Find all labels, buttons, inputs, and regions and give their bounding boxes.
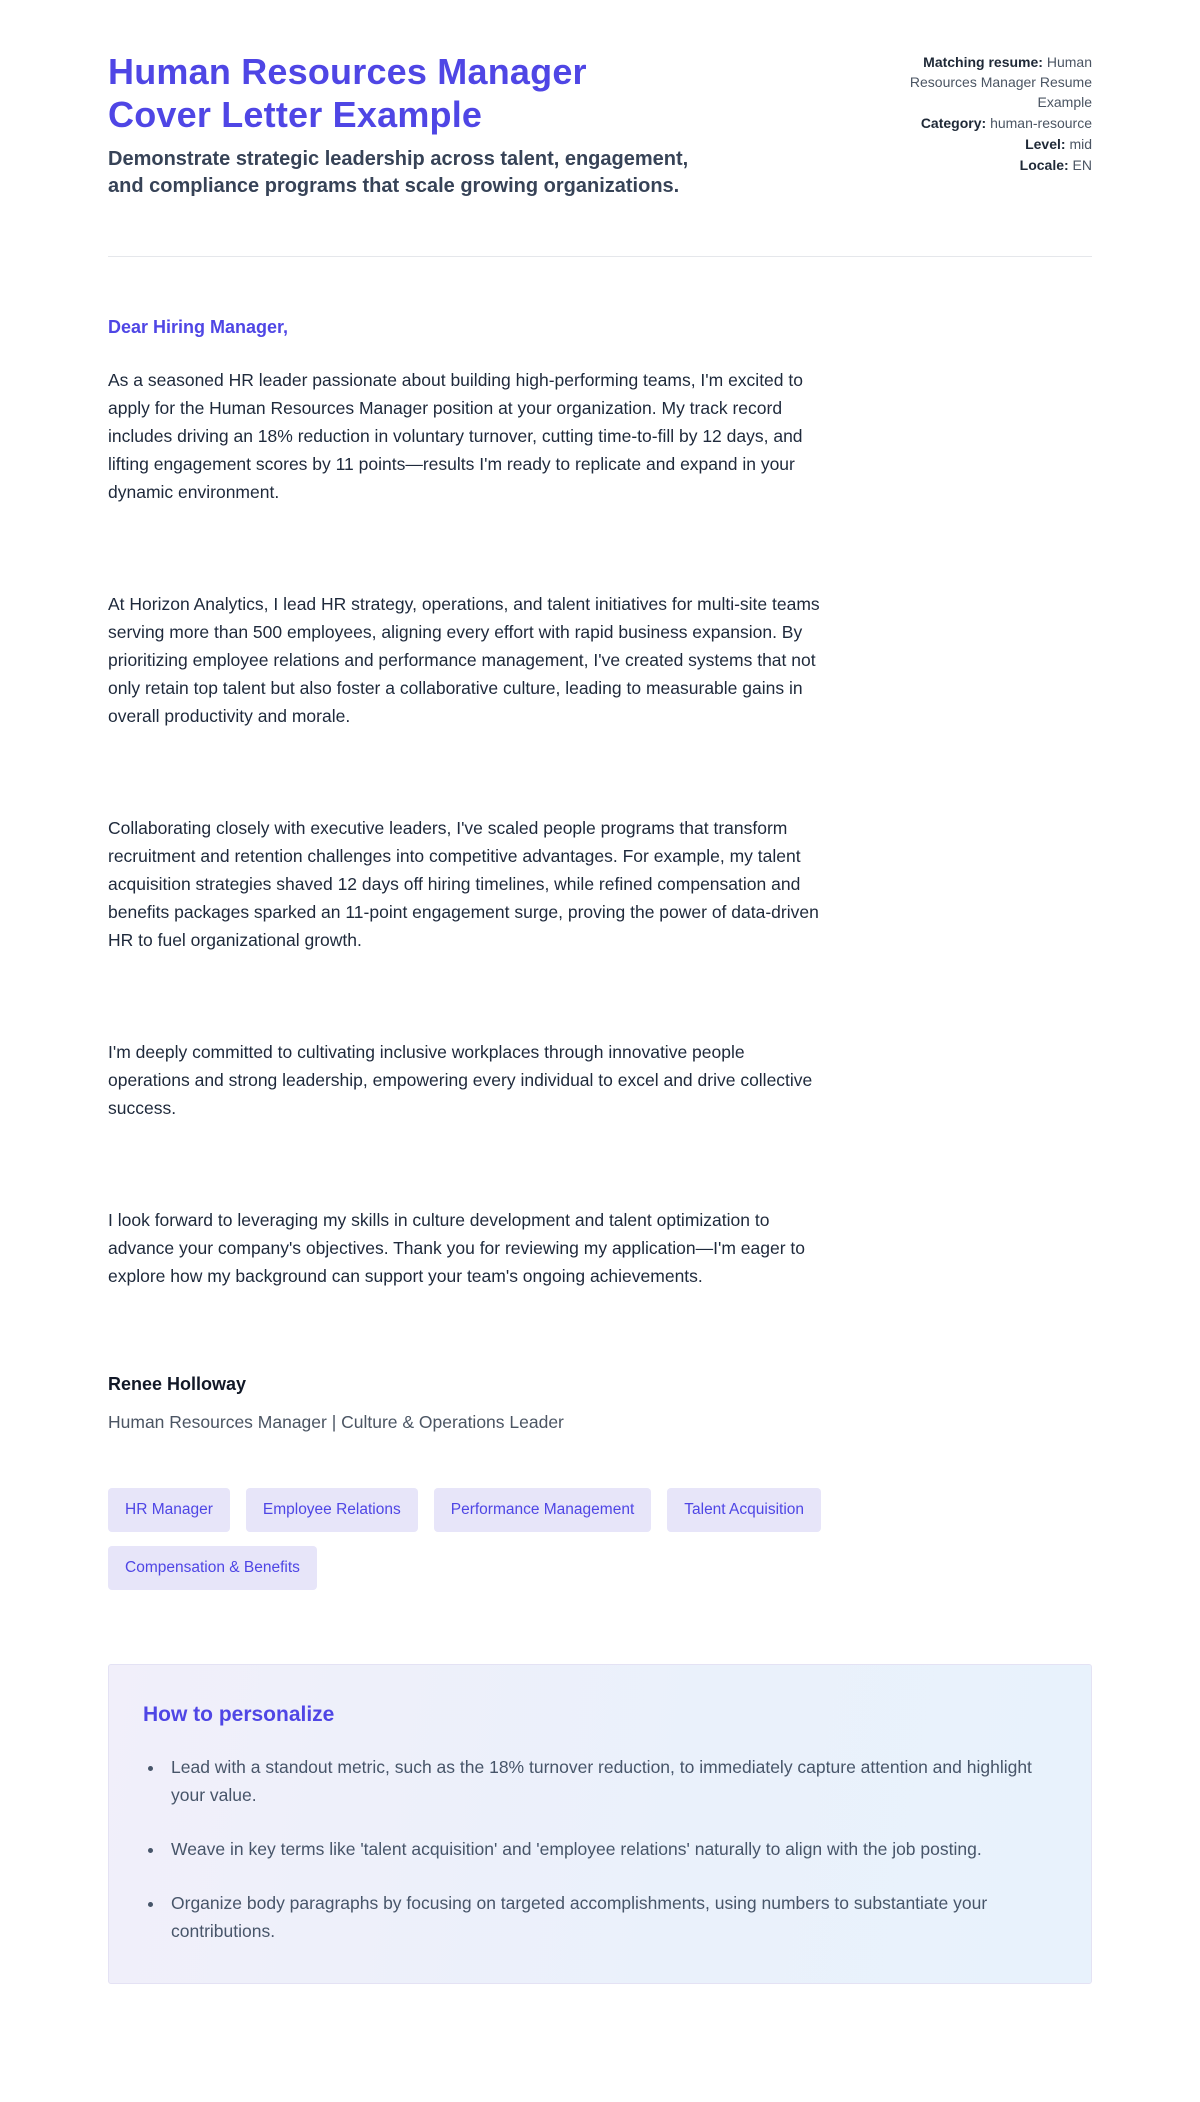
personalize-tip-list: [143, 1753, 1057, 1945]
header-title-block: [108, 50, 693, 200]
signature-name: Renee Holloway: [108, 1374, 247, 1394]
personalize-box: [108, 1664, 1092, 1984]
letter-paragraph: As a seasoned HR leader passionate about building high-performing teams, I'm excited to apply for the Human Resources Manager position at your organization. My track record includes driving an 18% reduction in voluntary turnover, cutting time-to-fill by 12 days, and lifting engagement scores by 11 points—results I'm ready to replicate and expand in your dynamic environment.: [108, 370, 803, 502]
personalize-tip: • Lead with a standout metric, such as the 18% turnover reduction, to immediately capture attention and highlight your value.: [165, 1753, 1057, 1809]
resume-meta-panel: [906, 50, 1092, 176]
tag-chip-compensation-benefits[interactable]: Compensation & Benefits: [108, 1546, 317, 1590]
meta-level-value: mid: [1069, 136, 1092, 152]
signature-title: Human Resources Manager | Culture & Operations Leader: [108, 1412, 564, 1432]
personalize-heading: How to personalize: [143, 1703, 335, 1726]
personalize-tip: • Organize body paragraphs by focusing on targeted accomplishments, using numbers to substantiate your contributions.: [165, 1889, 1057, 1945]
tag-chip-hr-manager[interactable]: HR Manager: [108, 1488, 230, 1532]
meta-locale: [906, 155, 1092, 175]
letter-paragraph: At Horizon Analytics, I lead HR strategy, operations, and talent initiatives for multi-site teams serving more than 500 employees, aligning every effort with rapid business expansion. By prioritizing employee relations and performance management, I've created systems that not only retain top talent but also foster a collaborative culture, leading to measurable gains in overall productivity and morale.: [108, 594, 820, 726]
page-header: [108, 50, 1092, 200]
header-divider: [108, 256, 1092, 257]
meta-level: [906, 134, 1092, 154]
page-subtitle: Demonstrate strategic leadership across talent, engagement, and compliance programs that scale growing organizations.: [108, 148, 689, 197]
meta-locale-value: EN: [1072, 157, 1092, 173]
letter-paragraph: I look forward to leveraging my skills in culture development and talent optimization to advance your company's objectives. Thank you for reviewing my application—I'm eager to explore how my background can support your team's ongoing achievements.: [108, 1210, 805, 1286]
meta-locale-label: Locale:: [1019, 157, 1069, 173]
cover-letter-page: [108, 0, 1092, 2040]
meta-level-label: Level:: [1025, 136, 1066, 152]
page-title: Human Resources Manager Cover Letter Example: [108, 51, 587, 135]
personalize-tip: • Weave in key terms like 'talent acquisition' and 'employee relations' naturally to align with the job posting.: [165, 1835, 1057, 1863]
letter-paragraph: Collaborating closely with executive leaders, I've scaled people programs that transform recruitment and retention challenges into competitive advantages. For example, my talent acquisition strategies shaved 12 days off hiring timelines, while refined compensation and benefits packages sparked an 11-point engagement surge, proving the power of data-driven HR to fuel organizational growth.: [108, 818, 819, 950]
meta-category-value: human-resource: [990, 115, 1092, 131]
salutation: Dear Hiring Manager,: [108, 317, 289, 337]
letter-paragraph: I'm deeply committed to cultivating inclusive workplaces through innovative people operations and strong leadership, empowering every individual to excel and drive collective success.: [108, 1042, 813, 1118]
tag-list: [108, 1488, 1008, 1590]
meta-matching-resume-value: Human Resources Manager Resume Example: [909, 54, 1092, 110]
meta-matching-resume: [906, 52, 1092, 112]
cover-letter-body: [108, 317, 822, 1436]
tag-chip-employee-relations[interactable]: Employee Relations: [246, 1488, 418, 1532]
meta-category: [906, 113, 1092, 133]
tag-chip-talent-acquisition[interactable]: Talent Acquisition: [667, 1488, 821, 1532]
meta-category-label: Category:: [920, 115, 987, 131]
meta-matching-resume-label: Matching resume:: [923, 54, 1043, 70]
tag-chip-performance-management[interactable]: Performance Management: [434, 1488, 652, 1532]
